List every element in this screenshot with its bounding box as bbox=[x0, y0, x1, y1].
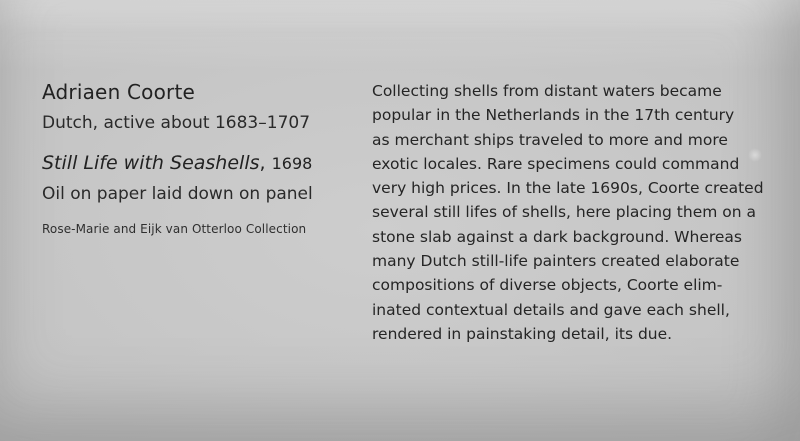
description-line: very high prices. In the late 1690s, Coorte created bbox=[372, 179, 764, 198]
artwork-details bbox=[42, 78, 362, 237]
description-line: Collecting shells from distant waters became bbox=[372, 82, 722, 100]
description-line: as merchant ships traveled to more and more bbox=[372, 130, 728, 149]
description-line: rendered in painstaking detail, its due. bbox=[372, 324, 673, 343]
description-text bbox=[372, 79, 792, 346]
description-line: popular in the Netherlands in the 17th century bbox=[372, 106, 735, 125]
credit-line: Rose-Marie and Eijk van Otterloo Collection bbox=[42, 222, 307, 236]
title-separator: , bbox=[259, 152, 266, 174]
artwork-year: 1698 bbox=[271, 154, 313, 173]
description-line: many Dutch still-life painters created elaborate bbox=[372, 252, 740, 271]
description-line: inated contextual details and gave each shell, bbox=[372, 300, 730, 319]
artist-name: Adriaen Coorte bbox=[42, 80, 196, 104]
artist-nationality-dates: Dutch, active about 1683–1707 bbox=[42, 113, 311, 133]
artwork-medium: Oil on paper laid down on panel bbox=[42, 184, 313, 204]
artwork-title-line bbox=[42, 150, 362, 177]
description-line: several still lifes of shells, here placing them on a bbox=[372, 203, 756, 222]
artwork-title: Still Life with Seashells bbox=[42, 152, 260, 174]
description-line: stone slab against a dark background. Whereas bbox=[372, 227, 743, 246]
description-line: exotic locales. Rare specimens could command bbox=[372, 154, 740, 173]
description-line: compositions of diverse objects, Coorte elim- bbox=[372, 276, 723, 295]
